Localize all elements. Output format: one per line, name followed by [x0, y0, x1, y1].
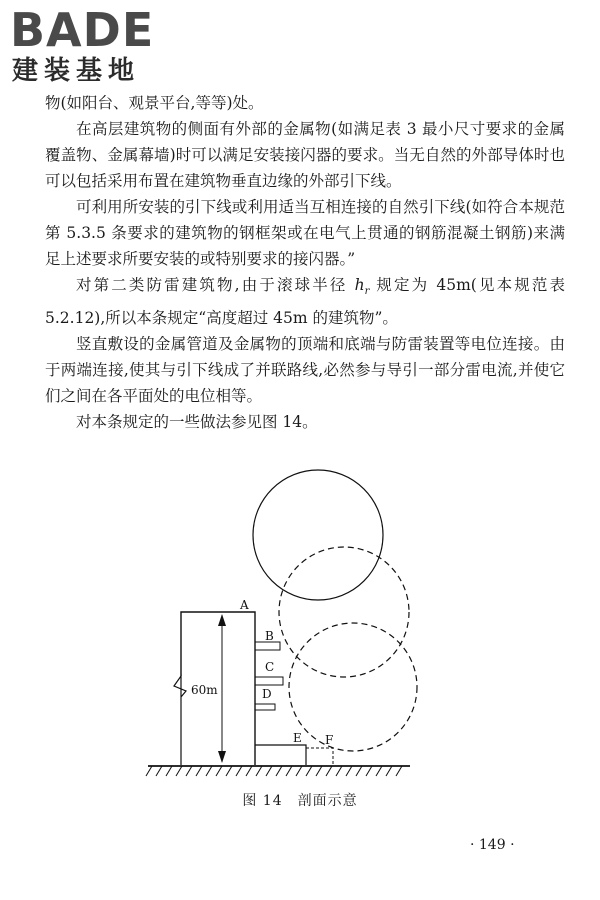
rolling-sphere-radius-subscript: r: [364, 286, 370, 298]
rolling-sphere-radius-symbol: h: [354, 276, 365, 294]
page-number: · 149 ·: [470, 837, 515, 853]
rolling-sphere-solid: [253, 470, 383, 600]
rolling-sphere-dashed-2: [289, 623, 417, 751]
dimension-arrow-bottom: [218, 751, 226, 763]
label-c: C: [265, 660, 275, 674]
paragraph-4-part-a: 对第二类防雷建筑物,由于滚球半径: [76, 276, 355, 294]
height-label: 60m: [191, 683, 218, 697]
podium-f: [306, 748, 333, 765]
rolling-sphere-dashed-1: [279, 547, 409, 677]
podium-e: [255, 745, 306, 765]
logo-subtitle: 建装基地: [12, 56, 141, 86]
dimension-arrow-top: [218, 614, 226, 626]
ground-hatching: [146, 766, 402, 776]
label-f: F: [325, 733, 334, 747]
paragraph-6: 对本条规定的一些做法参见图 14。: [76, 413, 318, 432]
paragraph-4-part-b: 规定为 45m(见本规范表 5.2.12),所以本条规定“高度超过 45m 的建筑物”。: [45, 276, 565, 328]
logo-brand-text: BADE: [10, 3, 155, 57]
balcony-b: [255, 642, 280, 650]
figure-caption: 图 14 剖面示意: [242, 793, 358, 809]
balcony-c: [255, 677, 283, 685]
building-left-lower-break: [174, 676, 186, 765]
paragraph-3: 可利用所安装的引下线或利用适当互相连接的自然引下线(如符合本规范第 5.3.5 条要求的建筑物的钢框架或在电气上贯通的钢筋混凝土钢筋)来满足上述要求所要安装的或特别要求的接闪器。”: [45, 198, 565, 268]
label-e: E: [293, 731, 302, 745]
label-b: B: [265, 629, 274, 643]
label-d: D: [262, 687, 272, 701]
paragraph-2: 在高层建筑物的侧面有外部的金属物(如满足表 3 最小尺寸要求的金属覆盖物、金属幕墙)时可以满足安装接闪器的要求。当无自然的外部导体时也可以包括采用布置在建筑物垂直边缘的外部引下线。: [45, 120, 565, 190]
balcony-d: [255, 704, 275, 710]
paragraph-5: 竖直敷设的金属管道及金属物的顶端和底端与防雷装置等电位连接。由于两端连接,使其与引下线成了并联路线,必然参与导引一部分雷电流,并使它们之间在各平面处的电位相等。: [45, 335, 565, 406]
label-a: A: [240, 598, 249, 612]
paragraph-1: 物(如阳台、观景平台,等等)处。: [45, 94, 264, 112]
